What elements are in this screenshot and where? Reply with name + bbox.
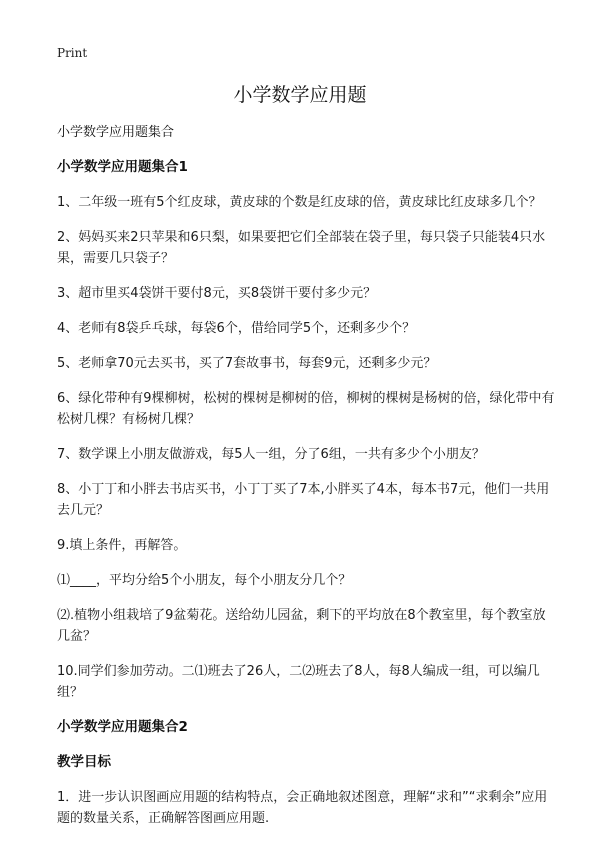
problem-item: 5、老师拿70元去买书，买了7套故事书，每套9元，还剩多少元？ — [57, 356, 437, 371]
problem-item: 3、超市里买4袋饼干要付8元，买8袋饼干要付多少元？ — [57, 286, 377, 301]
problem-item: 1、二年级一班有5个红皮球，黄皮球的个数是红皮球的倍，黄皮球比红皮球多几个？ — [57, 195, 542, 210]
section-heading-1: 小学数学应用题集合1 — [57, 159, 188, 175]
page-title: 小学数学应用题 — [233, 84, 367, 106]
document-subtitle: 小学数学应用题集合 — [57, 125, 175, 140]
problem-item: 8、小丁丁和小胖去书店买书，小丁丁买了7本,小胖买了4本，每本书7元，他们一共用去几元？ — [57, 482, 550, 518]
problem-item: 2、妈妈买来2只苹果和6只梨，如果要把它们全部装在袋子里，每只袋子只能装4只水果，需要几只袋子？ — [57, 230, 546, 266]
problem-item: 4、老师有8袋乒乓球，每袋6个，借给同学5个，还剩多少个？ — [57, 321, 416, 336]
goal-item: 1．进一步认识图画应用题的结构特点，会正确地叙述图意，理解“求和”“求剩余”应用题的数量关系，正确解答图画应用题. — [57, 790, 548, 826]
print-label[interactable]: Print — [57, 46, 88, 60]
problem-item: 6、绿化带种有9棵柳树，松树的棵树是柳树的倍，柳树的棵树是杨树的倍，绿化带中有松树几棵？有杨树几棵？ — [57, 391, 555, 427]
problem-item: 10.同学们参加劳动。二⑴班去了26人，二⑵班去了8人，每8人编成一组，可以编几组？ — [57, 664, 540, 700]
problem-item: ⑵.植物小组栽培了9盆菊花。送给幼儿园盆，剩下的平均放在8个教室里，每个教室放几盆？ — [57, 608, 546, 644]
problem-item: ⑴____，平均分给5个小朋友，每个小朋友分几个？ — [57, 573, 352, 588]
document-body — [57, 122, 557, 843]
teaching-goal-heading: 教学目标 — [57, 754, 111, 770]
problem-item: 9.填上条件，再解答。 — [57, 538, 187, 553]
problem-item: 7、数学课上小朋友做游戏，每5人一组，分了6组，一共有多少个小朋友？ — [57, 447, 485, 462]
section-heading-2: 小学数学应用题集合2 — [57, 719, 188, 735]
